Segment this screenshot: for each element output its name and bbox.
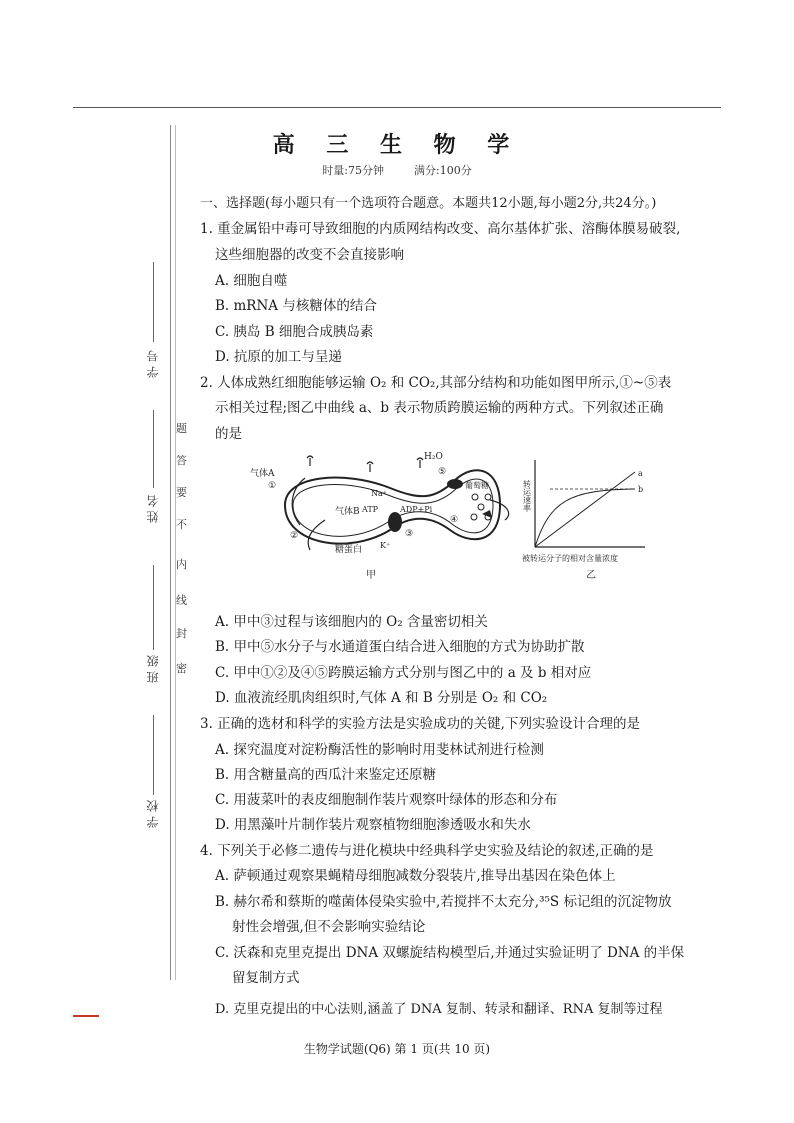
q2-stem-line3: 的是 <box>215 426 242 442</box>
class-label: 班 级 <box>146 655 160 683</box>
q2-option-b: B. 甲中⑤水分子与水通道蛋白结合进入细胞的方式为协助扩散 <box>215 639 585 655</box>
class-rule <box>153 565 154 650</box>
label-gas-b: 气体B <box>335 507 360 517</box>
seal-char: 要 <box>176 486 187 499</box>
q4-option-a: A. 萨顿通过观察果蝇精母细胞减数分裂装片,推导出基因在染色体上 <box>215 868 616 884</box>
glycoprotein-1 <box>307 456 313 466</box>
q4-option-d: D. 克里克提出的中心法则,涵盖了 DNA 复制、转录和翻译、RNA 复制等过程 <box>215 1002 663 1017</box>
q4-option-b-line1: B. 赫尔希和蔡斯的噬菌体侵染实验中,若搅拌不太充分,³⁵S 标记组的沉淀物放 <box>215 894 672 910</box>
section-heading: 一、选择题(每小题只有一个选项符合题意。本题共12小题,每小题2分,共24分。) <box>200 196 657 211</box>
label-gas-a: 气体A <box>250 469 275 479</box>
caption-yi: 乙 <box>586 570 596 581</box>
label-n4: ④ <box>450 515 459 525</box>
label-n5: ⑤ <box>438 467 447 477</box>
q1-option-b: B. mRNA 与核糖体的结合 <box>215 298 377 314</box>
label-water: H₂O <box>424 452 443 462</box>
seal-char: 不 <box>176 518 187 531</box>
label-protein: 糖蛋白 <box>335 545 363 555</box>
figure-jia <box>250 452 509 581</box>
seal-char: 密 <box>176 662 187 675</box>
label-atp: ATP <box>362 505 379 514</box>
binding-line <box>170 125 171 980</box>
name-label: 姓 名 <box>146 495 160 523</box>
exam-info <box>0 162 794 178</box>
q4-option-b-line2: 射性会增强,但不会影响实验结论 <box>232 919 426 935</box>
seal-char: 封 <box>176 627 187 640</box>
q2-option-d: D. 血液流经肌肉组织时,气体 A 和 B 分别是 O₂ 和 CO₂ <box>215 690 548 706</box>
arrow-1 <box>292 478 305 525</box>
label-na: Na⁺ <box>371 489 387 498</box>
top-rule <box>73 107 721 108</box>
glucose-molecule <box>471 514 477 520</box>
q1-stem-line1: 1. 重金属铅中毒可导致细胞的内质网结构改变、高尔基体扩张、溶酶体膜易破裂, <box>200 221 681 237</box>
q3-option-a: A. 探究温度对淀粉酶活性的影响时用斐林试剂进行检测 <box>215 742 544 758</box>
caption-jia: 甲 <box>366 570 376 581</box>
curve-b-label: b <box>638 485 644 494</box>
q2-stem-line2: 示相关过程;图乙中曲线 a、b 表示物质跨膜运输的两种方式。下列叙述正确 <box>215 400 664 416</box>
q3-option-b: B. 用含糖量高的西瓜汁来鉴定还原糖 <box>215 767 437 783</box>
glycoprotein-3 <box>417 458 423 468</box>
time-label: 时量:75分钟 <box>322 164 384 177</box>
q3-stem: 3. 正确的选材和科学的实验方法是实验成功的关键,下列实验设计合理的是 <box>200 716 640 732</box>
yi-xlabel: 被转运分子的相对含量浓度 <box>522 554 618 563</box>
q1-stem-line2: 这些细胞器的改变不会直接影响 <box>215 247 404 263</box>
q3-option-c: C. 用菠菜叶的表皮细胞制作装片观察叶绿体的形态和分布 <box>215 792 558 808</box>
q2-stem-line1: 2. 人体成熟红细胞能够运输 O₂ 和 CO₂,其部分结构和功能如图甲所示,①~⑤表 <box>200 375 672 391</box>
q2-option-c: C. 甲中①②及④⑤跨膜运输方式分别与图乙中的 a 及 b 相对应 <box>215 665 592 681</box>
name-rule <box>153 410 154 488</box>
glucose-molecule <box>478 504 484 510</box>
q1-option-a: A. 细胞自噬 <box>215 273 288 289</box>
figure-yi <box>522 460 646 581</box>
seal-char: 题 <box>176 422 187 435</box>
curve-a <box>535 472 635 547</box>
seal-char: 线 <box>176 594 187 607</box>
binding-line-inner <box>175 125 176 980</box>
label-n3: ③ <box>405 529 414 539</box>
q2-option-a: A. 甲中③过程与该细胞内的 O₂ 含量密切相关 <box>215 614 488 630</box>
seal-char: 答 <box>176 454 187 467</box>
label-n1: ① <box>268 481 277 491</box>
curve-a-label: a <box>638 469 643 478</box>
q4-option-c-line2: 留复制方式 <box>232 970 300 986</box>
q1-option-c: C. 胰岛 B 细胞合成胰岛素 <box>215 324 374 340</box>
label-k: K⁺ <box>380 541 391 550</box>
student-number-label: 学 号 <box>146 350 160 378</box>
q1-option-d: D. 抗原的加工与呈递 <box>215 349 342 365</box>
na-k-pump <box>388 512 402 532</box>
red-mark <box>73 1015 99 1017</box>
school-rule <box>153 715 154 795</box>
school-label: 学 校 <box>146 800 160 828</box>
seal-char: 内 <box>176 558 187 571</box>
label-n2: ② <box>290 531 299 541</box>
score-label: 满分:100分 <box>414 164 472 177</box>
glucose-molecule <box>485 494 491 500</box>
q3-option-d: D. 用黑藻叶片制作装片观察植物细胞渗透吸水和失水 <box>215 817 531 833</box>
q4-stem: 4. 下列关于必修二遗传与进化模块中经典科学史实验及结论的叙述,正确的是 <box>200 843 654 859</box>
glucose-molecule <box>472 494 478 500</box>
q2-figures <box>250 450 680 585</box>
page-footer: 生物学试题(Q6) 第 1 页(共 10 页) <box>303 1042 491 1056</box>
aquaporin <box>447 479 463 489</box>
page-title: 高 三 生 物 学 <box>272 132 522 158</box>
label-adp: ADP+Pi <box>400 505 433 514</box>
yi-ylabel: 转运速率 <box>522 480 532 512</box>
q4-option-c-line1: C. 沃森和克里克提出 DNA 双螺旋结构模型后,并通过实验证明了 DNA 的半保 <box>215 945 685 961</box>
label-glucose: 葡萄糖 <box>465 481 489 490</box>
curve-b <box>535 489 635 547</box>
glycoprotein-2 <box>367 462 373 472</box>
student-number-rule <box>153 262 154 342</box>
